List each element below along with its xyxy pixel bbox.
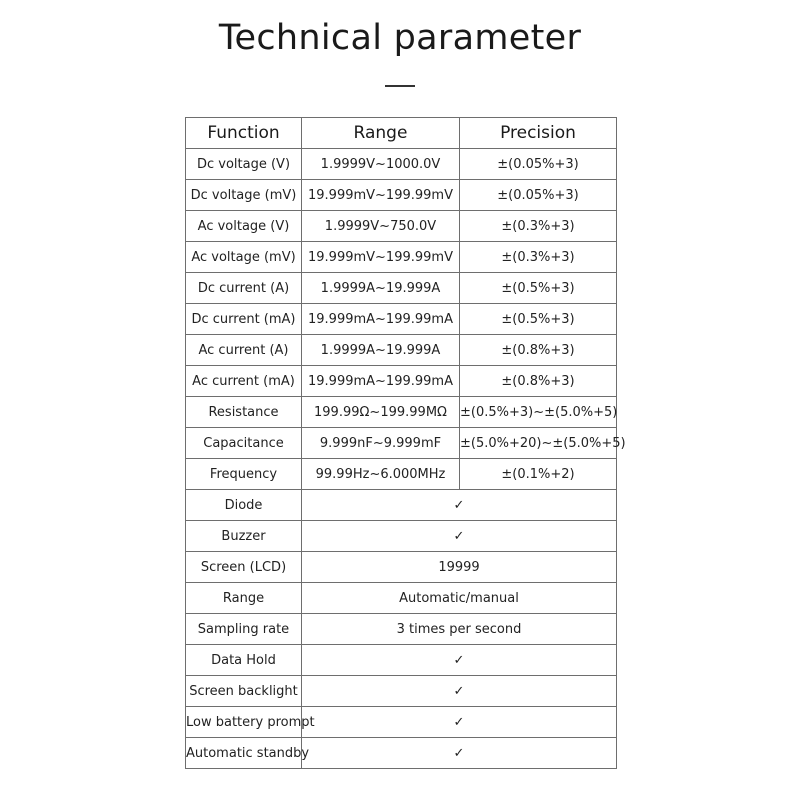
range-cell: 1.9999A~19.999A xyxy=(302,335,460,366)
range-cell: 19.999mA~199.99mA xyxy=(302,366,460,397)
range-cell: 1.9999A~19.999A xyxy=(302,273,460,304)
precision-cell: ±(0.3%+3) xyxy=(460,242,617,273)
table-row xyxy=(186,335,617,366)
title-divider xyxy=(385,85,415,87)
feature-row xyxy=(186,707,617,738)
header-function: Function xyxy=(186,118,302,149)
table-row xyxy=(186,242,617,273)
function-cell: Ac voltage (V) xyxy=(186,211,302,242)
function-cell: Dc current (A) xyxy=(186,273,302,304)
precision-cell: ±(0.05%+3) xyxy=(460,149,617,180)
function-cell: Low battery prompt xyxy=(186,707,302,738)
precision-cell: ±(0.8%+3) xyxy=(460,335,617,366)
range-cell: 99.99Hz~6.000MHz xyxy=(302,459,460,490)
function-cell: Automatic standby xyxy=(186,738,302,769)
checkmark-icon: ✓ xyxy=(302,676,617,707)
feature-row xyxy=(186,645,617,676)
range-cell: 19.999mV~199.99mV xyxy=(302,180,460,211)
table-row xyxy=(186,211,617,242)
function-cell: Screen (LCD) xyxy=(186,552,302,583)
function-cell: Dc voltage (mV) xyxy=(186,180,302,211)
feature-value-cell: 19999 xyxy=(302,552,617,583)
table-row xyxy=(186,459,617,490)
checkmark-icon: ✓ xyxy=(302,490,617,521)
spec-table-header xyxy=(186,118,617,149)
feature-row xyxy=(186,552,617,583)
header-row xyxy=(186,118,617,149)
range-cell: 19.999mA~199.99mA xyxy=(302,304,460,335)
feature-row xyxy=(186,583,617,614)
checkmark-icon: ✓ xyxy=(302,707,617,738)
function-cell: Ac voltage (mV) xyxy=(186,242,302,273)
table-row xyxy=(186,366,617,397)
function-cell: Sampling rate xyxy=(186,614,302,645)
header-precision: Precision xyxy=(460,118,617,149)
table-row xyxy=(186,149,617,180)
function-cell: Dc voltage (V) xyxy=(186,149,302,180)
function-cell: Capacitance xyxy=(186,428,302,459)
precision-cell: ±(0.05%+3) xyxy=(460,180,617,211)
range-cell: 19.999mV~199.99mV xyxy=(302,242,460,273)
checkmark-icon: ✓ xyxy=(302,645,617,676)
function-cell: Screen backlight xyxy=(186,676,302,707)
function-cell: Range xyxy=(186,583,302,614)
feature-value-cell: Automatic/manual xyxy=(302,583,617,614)
precision-cell: ±(5.0%+20)~±(5.0%+5) xyxy=(460,428,617,459)
function-cell: Ac current (A) xyxy=(186,335,302,366)
checkmark-icon: ✓ xyxy=(302,521,617,552)
range-cell: 9.999nF~9.999mF xyxy=(302,428,460,459)
table-row xyxy=(186,428,617,459)
range-cell: 199.99Ω~199.99MΩ xyxy=(302,397,460,428)
function-cell: Buzzer xyxy=(186,521,302,552)
precision-cell: ±(0.1%+2) xyxy=(460,459,617,490)
spec-table-body xyxy=(186,149,626,769)
function-cell: Frequency xyxy=(186,459,302,490)
table-row xyxy=(186,397,617,428)
function-cell: Data Hold xyxy=(186,645,302,676)
page-title: Technical parameter xyxy=(218,18,582,58)
function-cell: Resistance xyxy=(186,397,302,428)
table-row xyxy=(186,273,617,304)
header-range: Range xyxy=(302,118,460,149)
feature-row xyxy=(186,676,617,707)
checkmark-icon: ✓ xyxy=(302,738,617,769)
precision-cell: ±(0.5%+3) xyxy=(460,304,617,335)
feature-value-cell: 3 times per second xyxy=(302,614,617,645)
function-cell: Dc current (mA) xyxy=(186,304,302,335)
precision-cell: ±(0.5%+3) xyxy=(460,273,617,304)
spec-table xyxy=(185,117,626,769)
precision-cell: ±(0.8%+3) xyxy=(460,366,617,397)
feature-row xyxy=(186,738,617,769)
feature-row xyxy=(186,490,617,521)
precision-cell: ±(0.3%+3) xyxy=(460,211,617,242)
range-cell: 1.9999V~1000.0V xyxy=(302,149,460,180)
range-cell: 1.9999V~750.0V xyxy=(302,211,460,242)
feature-row xyxy=(186,614,617,645)
feature-row xyxy=(186,521,617,552)
function-cell: Ac current (mA) xyxy=(186,366,302,397)
precision-cell: ±(0.5%+3)~±(5.0%+5) xyxy=(460,397,617,428)
table-row xyxy=(186,180,617,211)
table-row xyxy=(186,304,617,335)
function-cell: Diode xyxy=(186,490,302,521)
